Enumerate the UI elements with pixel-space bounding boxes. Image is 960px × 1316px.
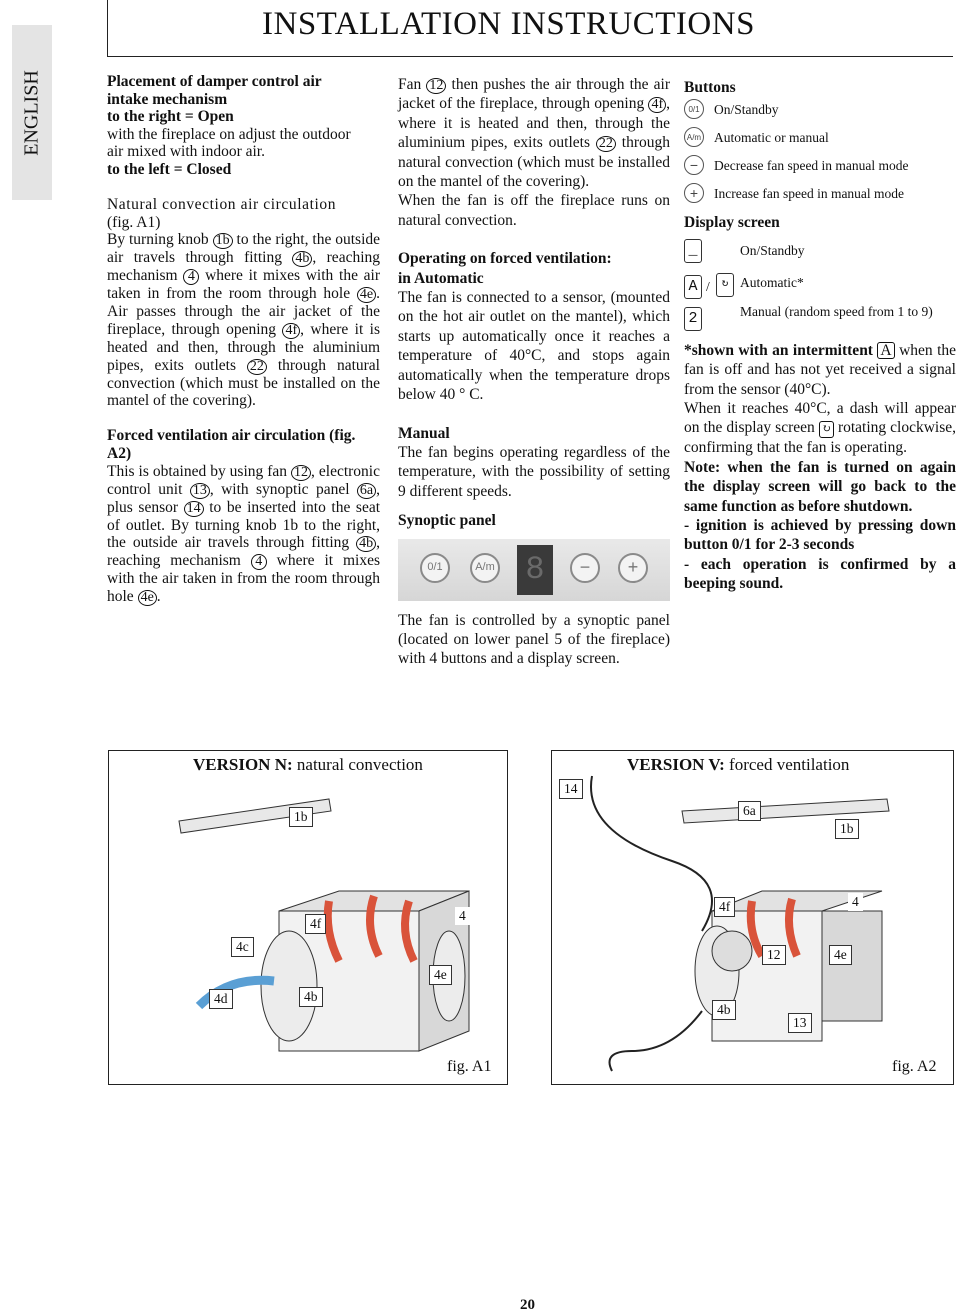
button-item: A/m Automatic or manual xyxy=(684,127,956,155)
language-label: ENGLISH xyxy=(20,69,43,156)
note-bold-3: - each operation is confirmed by a beeping sound. xyxy=(684,555,956,593)
forced-title: Forced ventilation air circulation (fig. A2) xyxy=(107,427,356,462)
synoptic-text: The fan is controlled by a synoptic panel (located on lower panel 5 of the fireplace) with 4 buttons and a display screen. xyxy=(398,611,670,668)
ref-22: 22 xyxy=(247,359,267,375)
forced-text: This is obtained by using fan 12 , electronic control unit 13 , with synoptic panel 6a , plus sensor 14 to be inserted into the seat of outlet. By turning knob 1b to the right, the outside air travels through fitting 4b , reaching mechanism 4 where it mixes with the air taken in from the room through hole 4e . xyxy=(107,462,381,605)
onoff-icon: 0/1 xyxy=(684,99,704,119)
rotate-icon: ↻ xyxy=(716,273,734,297)
display-screen: 8 xyxy=(517,545,553,595)
minus-button-icon: − xyxy=(570,553,600,583)
button-item: 0/1 On/Standby xyxy=(684,99,956,127)
manual-text: The fan begins operating regardless of the temperature, with the possibility of setting 9 different speeds. xyxy=(398,443,670,500)
button-item: − Decrease fan speed in manual mode xyxy=(684,155,956,183)
ref-4b: 4b xyxy=(292,251,312,267)
damper-left: to the left = Closed xyxy=(107,160,232,178)
plus-button-icon: + xyxy=(618,553,648,583)
column-3 xyxy=(684,78,956,594)
fig-a2-caption: fig. A2 xyxy=(892,1058,937,1075)
ref-4: 4 xyxy=(183,269,199,285)
column-1 xyxy=(107,73,380,606)
button-item: + Increase fan speed in manual mode xyxy=(684,183,956,211)
note-bold-1: Note: when the fan is turned on again the display screen will go back to the same function as before shutdown. xyxy=(684,458,956,515)
auto-manual-button-icon: A/m xyxy=(470,553,500,583)
display-list: _ On/Standby A / ↻ Automatic* 2 Manual (random speed from 1 to 9) xyxy=(684,233,956,329)
ref-4f: 4f xyxy=(282,323,300,339)
column-2 xyxy=(398,75,670,669)
manual-display-icon: 2 xyxy=(684,307,702,331)
display-title: Display screen xyxy=(684,214,780,232)
standby-display-icon: _ xyxy=(684,239,702,263)
buttons-list xyxy=(684,99,956,211)
figure-a1: VERSION N: natural convection 1b 4f 4 4c 4e 4d 4b fig. A1 xyxy=(108,750,508,1085)
title-rule-vertical xyxy=(107,0,108,56)
minus-icon: − xyxy=(684,155,704,175)
note-bold-2: - ignition is achieved by pressing down button 0/1 for 2-3 seconds xyxy=(684,517,956,554)
forced-op-title: Operating on forced ventilation: in Automatic xyxy=(398,250,612,287)
page-title: INSTALLATION INSTRUCTIONS xyxy=(262,6,755,42)
fig-a1-caption: fig. A1 xyxy=(447,1058,492,1075)
title-rule-horizontal xyxy=(107,56,953,57)
damper-title: Placement of damper control air intake mechanism to the right = Open xyxy=(107,73,322,126)
ref-4e: 4e xyxy=(357,287,376,303)
fan-off-text: When the fan is off the fireplace runs on natural convection. xyxy=(398,192,670,229)
fan-text: Fan 12 then pushes the air through the air jacket of the fireplace, through opening 4f , where it is heated and then, through the aluminium pipes, exits outlets 22 through natural convection (which must be installed on the mantel of the covering). xyxy=(398,76,671,191)
auto-manual-icon: A/m xyxy=(684,127,704,147)
auto-text: The fan is connected to a sensor, (mounted on the hot air outlet on the mantel), which starts up automatically once it reaches a temperature of 40°C, and stops again automatically when the temperature drops below 40 ° C. xyxy=(398,289,670,404)
manual-title: Manual xyxy=(398,424,450,442)
damper-text: with the fireplace on adjust the outdoor air mixed with indoor air. xyxy=(107,125,351,161)
page-number: 20 xyxy=(520,1297,535,1313)
plus-icon: + xyxy=(684,183,704,203)
synoptic-title: Synoptic panel xyxy=(398,512,496,530)
fig-a2-title: VERSION V: forced ventilation xyxy=(627,755,850,774)
auto-display-icon: A xyxy=(684,275,702,299)
ref-1b: 1b xyxy=(213,233,233,249)
language-tab xyxy=(12,25,52,200)
figure-a2: VERSION V: forced ventilation 14 6a 1b 4f 4 12 4e 4b 13 fig. A2 xyxy=(551,750,954,1085)
natural-text: By turning knob 1b to the right, the outside air travels through fitting 4b , reaching mechanism 4 where it mixes with the air taken in from the room through hole 4e . Air passes through the air jacket of the fireplace, through opening 4f , where it is heated and then, through the aluminium pipes, exits outlets 22 through natural convection (which must be installed on the mantel of the covering). xyxy=(107,231,381,410)
synoptic-panel-photo xyxy=(398,539,670,601)
onoff-button-icon: 0/1 xyxy=(420,553,450,583)
note-text-2: When it reaches 40°C, a dash will appear on the display screen ↻ rotating clockwise, confirming that the fan is operating. xyxy=(684,400,956,457)
buttons-title: Buttons xyxy=(684,79,736,96)
fig-a1-title: VERSION N: natural convection xyxy=(193,755,423,774)
natural-title: Natural convection air circulation (fig. A1) xyxy=(107,196,337,231)
note-text: *shown with an intermittent A when the fan is off and has not yet received a signal from the sensor (40°C). xyxy=(684,341,957,398)
